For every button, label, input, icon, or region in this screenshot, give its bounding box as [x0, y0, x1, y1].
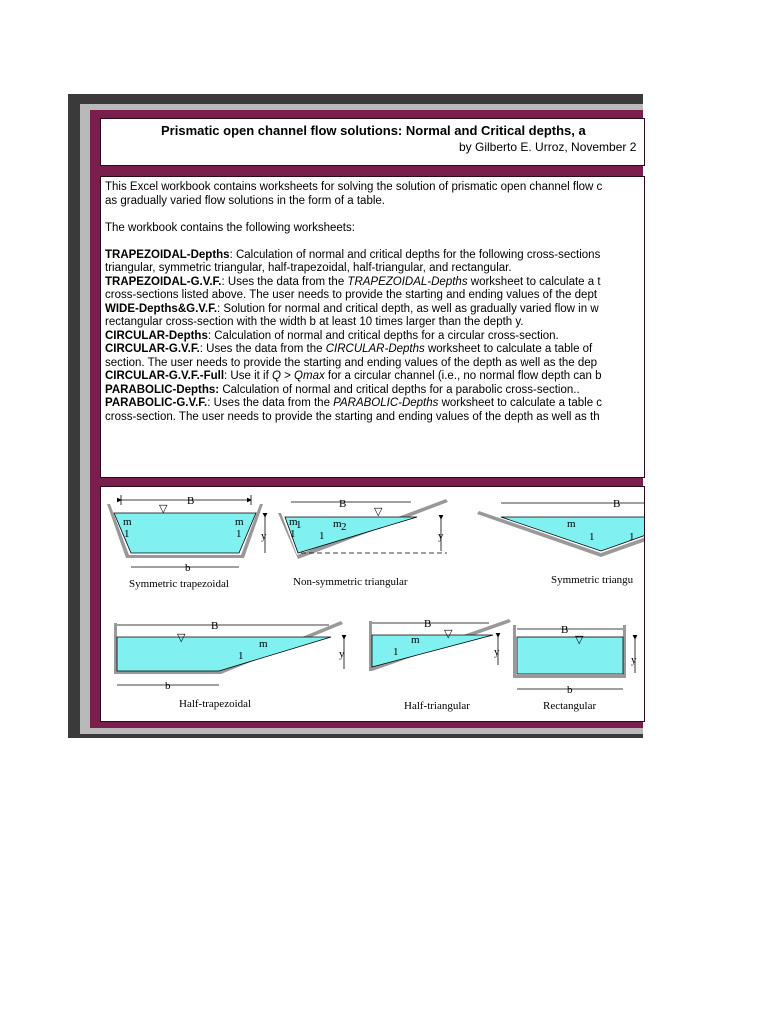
half-triangular-diagram — [369, 618, 511, 712]
nonsymmetric-triangular-diagram — [278, 498, 448, 588]
label-B: B — [187, 495, 195, 507]
label-1: 1 — [124, 528, 130, 540]
label-m2: m — [333, 518, 342, 530]
label-y: y — [494, 646, 500, 658]
label-1: 1 — [629, 531, 635, 543]
entry-trapezoidal-depths: TRAPEZOIDAL-Depths: Calculation of normal and critical depths for the following cross-sections — [105, 248, 601, 261]
water-area — [285, 517, 417, 553]
entry-trapezoidal-gvf: TRAPEZOIDAL-G.V.F.: Uses the data from the TRAPEZOIDAL-Depths worksheet to calculate a t — [105, 275, 601, 288]
label-m: m — [123, 516, 132, 528]
intro-line-3: The workbook contains the following worksheets: — [105, 221, 355, 234]
water-surface-icon: ▽ — [159, 503, 168, 515]
label-y: y — [631, 654, 637, 666]
water-area — [372, 635, 493, 667]
label-1: 1 — [319, 530, 325, 542]
label-m: m — [235, 516, 244, 528]
worksheet-name: PARABOLIC-G.V.F. — [105, 397, 208, 409]
entry-wide-depths-gvf: WIDE-Depths&G.V.F.: Solution for normal and critical depth, as well as gradually varied flow in w — [105, 302, 599, 315]
half-trapezoidal-diagram — [114, 620, 345, 710]
label-B: B — [211, 620, 219, 632]
label-y: y — [438, 530, 444, 542]
caption-symmetric-trapezoidal: Symmetric trapezoidal — [129, 578, 229, 590]
label-B: B — [339, 498, 347, 510]
svg-text:1: 1 — [296, 519, 302, 531]
worksheet-name: TRAPEZOIDAL-Depths — [105, 248, 230, 261]
caption-symmetric-triangular: Symmetric triangu — [551, 574, 634, 586]
intro-line-2: as gradually varied flow solutions in the form of a table. — [105, 194, 385, 207]
caption-half-triangular: Half-triangular — [404, 700, 470, 712]
worksheet-name: CIRCULAR-G.V.F. — [105, 343, 200, 355]
entry-parabolic-depths: PARABOLIC-Depths: Calculation of normal and critical depths for a parabolic cross-section.. — [105, 383, 580, 396]
water-surface-icon: ▽ — [177, 632, 186, 644]
description-text: This Excel workbook contains worksheets for solving the solution of prismatic open channel flow c as gradually varied flow solutions in the form of a table. The workbook contains the following worksheets: TRAPEZOIDAL-Depths: Calculation of normal and critical depths for the following cross-sections triangular, symmetric triangular, half-trapezoidal, half-triangular, and rectangular. TRAPEZOIDAL-G.V.F.: Uses the data from the TRAPEZOIDAL-Depths worksheet to calculate a t cross-sections listed above. The user needs to provide the starting and ending values of the dept WIDE-Depths&G.V.F.: Solution for normal and critical depth, as well as gradually varied flow in w rectangular cross-section with the width b at least 10 times larger than the depth y. CIRCULAR-Depths: Calculation of normal and critical depths for a circular cross-section. CIRCULAR-G.V.F.: Uses the data from the CIRCULAR-Depths worksheet to calculate a table of section. The user needs to provide the starting and ending values of the depth as well as the dep CIRCULAR-G.V.F.-Full: Use it if Q > Qmax for a circular channel (i.e., no normal flow depth can b PARABOLIC-Depths: Calculation of normal and critical depths for a parabolic cross-section.. PARABOLIC-G.V.F.: Uses the data from the PARABOLIC-Depths worksheet to calculate a table c cross-section. The user needs to provide the starting and ending values of the depth as well as th — [105, 181, 603, 423]
title-panel — [100, 118, 645, 166]
cross-section-figures-panel — [100, 486, 645, 722]
svg-text:2: 2 — [341, 521, 347, 533]
caption-rectangular: Rectangular — [543, 700, 597, 712]
entry-circular-gvf-full: CIRCULAR-G.V.F.-Full: Use it if Q > Qmax for a circular channel (i.e., no normal flow depth can b — [105, 370, 602, 382]
page-title: Prismatic open channel flow solutions: Normal and Critical depths, a — [161, 123, 586, 138]
worksheet-name: CIRCULAR-Depths — [105, 329, 208, 342]
water-surface-icon: ▽ — [444, 628, 453, 640]
label-1: 1 — [236, 528, 242, 540]
label-1: 1 — [589, 531, 595, 543]
caption-nonsymmetric-triangular: Non-symmetric triangular — [293, 576, 408, 588]
label-b: b — [165, 680, 171, 692]
worksheet-name: PARABOLIC-Depths: — [105, 383, 220, 396]
rectangular-diagram — [513, 624, 637, 712]
label-b: b — [185, 562, 191, 574]
water-area — [117, 637, 331, 671]
label-m1: m — [289, 516, 298, 528]
symmetric-triangular-diagram — [477, 498, 644, 586]
label-B: B — [561, 624, 569, 636]
label-1: 1 — [290, 528, 296, 540]
symmetric-trapezoidal-diagram — [107, 495, 267, 590]
label-m: m — [567, 518, 576, 530]
label-m: m — [259, 638, 268, 650]
water-surface-icon: ▽ — [374, 506, 383, 518]
entry-parabolic-gvf: PARABOLIC-G.V.F.: Uses the data from the PARABOLIC-Depths worksheet to calculate a table c — [105, 397, 603, 409]
water-surface-icon: ▽ — [575, 634, 584, 646]
label-m: m — [411, 634, 420, 646]
author-byline: by Gilberto E. Urroz, November 2 — [459, 140, 637, 154]
entry-circular-depths: CIRCULAR-Depths: Calculation of normal and critical depths for a circular cross-section. — [105, 329, 559, 342]
caption-half-trapezoidal: Half-trapezoidal — [179, 698, 252, 710]
worksheet-name: TRAPEZOIDAL-G.V.F. — [105, 275, 222, 288]
label-b: b — [567, 684, 573, 696]
cross-section-diagrams — [101, 487, 644, 721]
label-y: y — [261, 530, 267, 542]
water-area — [517, 637, 623, 674]
intro-line-1: This Excel workbook contains worksheets for solving the solution of prismatic open channel flow c — [105, 181, 603, 193]
label-y: y — [339, 648, 345, 660]
entry-circular-gvf: CIRCULAR-G.V.F.: Uses the data from the CIRCULAR-Depths worksheet to calculate a table of — [105, 343, 593, 355]
worksheet-name: CIRCULAR-G.V.F.-Full — [105, 370, 225, 382]
label-1: 1 — [238, 650, 244, 662]
label-1: 1 — [393, 646, 399, 658]
worksheet-name: WIDE-Depths&G.V.F. — [105, 302, 218, 315]
label-B: B — [424, 618, 432, 630]
label-B: B — [613, 498, 621, 510]
description-panel — [100, 176, 645, 478]
